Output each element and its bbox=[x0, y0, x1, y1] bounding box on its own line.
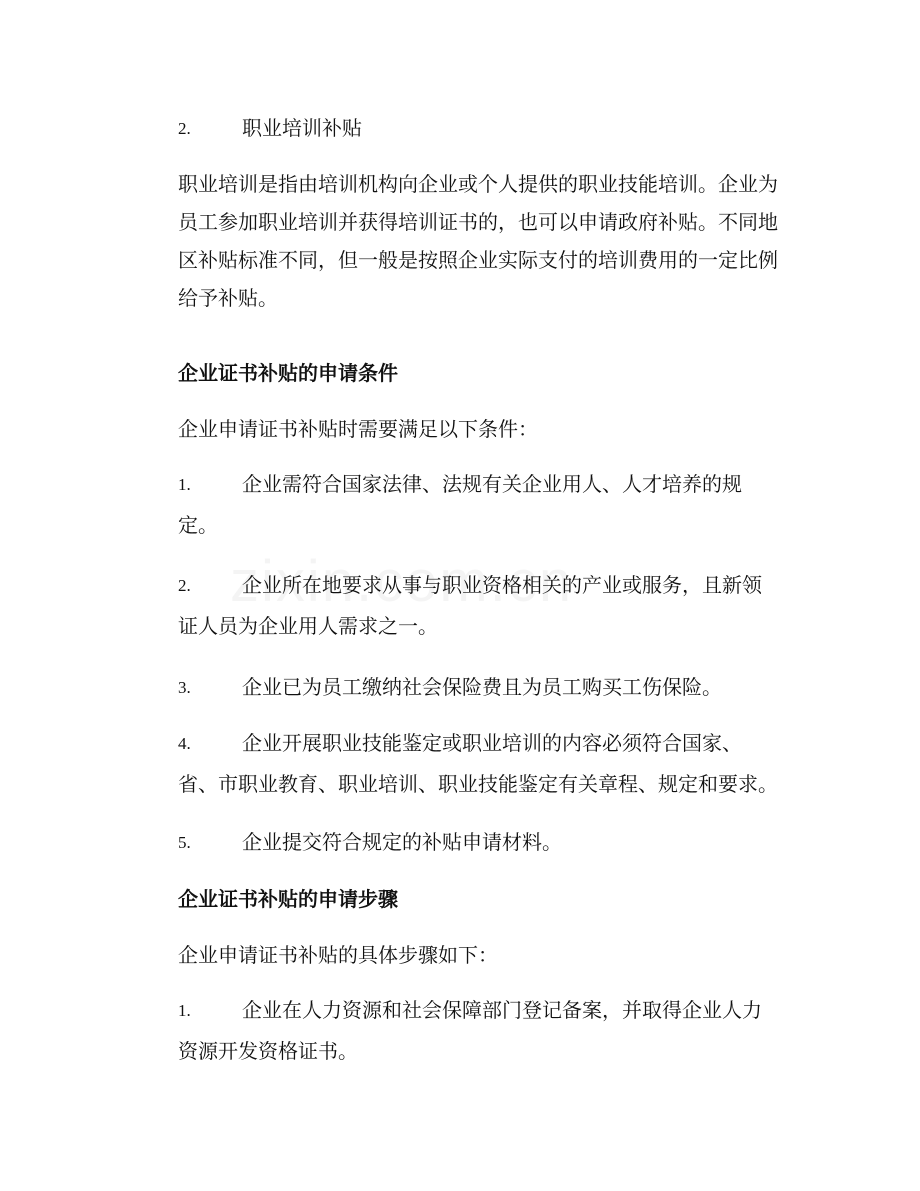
list-number: 2. bbox=[178, 576, 191, 595]
list-text: 企业所在地要求从事与职业资格相关的产业或服务，且新领证人员为企业用人需求之一。 bbox=[178, 573, 762, 638]
list-item bbox=[178, 573, 778, 647]
list-item bbox=[178, 731, 778, 805]
list-item bbox=[178, 675, 778, 708]
list-text: 企业需符合国家法律、法规有关企业用人、人才培养的规定。 bbox=[178, 472, 742, 537]
list-text: 企业提交符合规定的补贴申请材料。 bbox=[242, 830, 562, 854]
list-item bbox=[178, 472, 778, 546]
list-text: 职业培训补贴 bbox=[242, 116, 362, 140]
list-text: 企业在人力资源和社会保障部门登记备案，并取得企业人力资源开发资格证书。 bbox=[178, 998, 762, 1063]
intro-paragraph: 职业培训是指由培训机构向企业或个人提供的职业技能培训。企业为员工参加职业培训并获得培训证书的，也可以申请政府补贴。不同地区补贴标准不同，但一般是按照企业实际支付的培训费用的一定比例给予补贴。 bbox=[178, 172, 778, 310]
section-heading-steps: 企业证书补贴的申请步骤 bbox=[178, 887, 398, 911]
list-number: 1. bbox=[178, 475, 191, 494]
list-item bbox=[178, 116, 778, 149]
section-lead-conditions: 企业申请证书补贴时需要满足以下条件： bbox=[178, 417, 538, 441]
list-item bbox=[178, 830, 778, 863]
list-text: 企业开展职业技能鉴定或职业培训的内容必须符合国家、省、市职业教育、职业培训、职业技能鉴定有关章程、规定和要求。 bbox=[178, 731, 778, 796]
list-text: 企业已为员工缴纳社会保险费且为员工购买工伤保险。 bbox=[242, 675, 722, 699]
section-lead-steps: 企业申请证书补贴的具体步骤如下： bbox=[178, 943, 498, 967]
list-number: 2. bbox=[178, 119, 191, 138]
list-number: 1. bbox=[178, 1001, 191, 1020]
list-number: 4. bbox=[178, 734, 191, 753]
list-number: 3. bbox=[178, 678, 191, 697]
list-item bbox=[178, 998, 778, 1072]
section-heading-conditions: 企业证书补贴的申请条件 bbox=[178, 361, 398, 385]
list-number: 5. bbox=[178, 833, 191, 852]
